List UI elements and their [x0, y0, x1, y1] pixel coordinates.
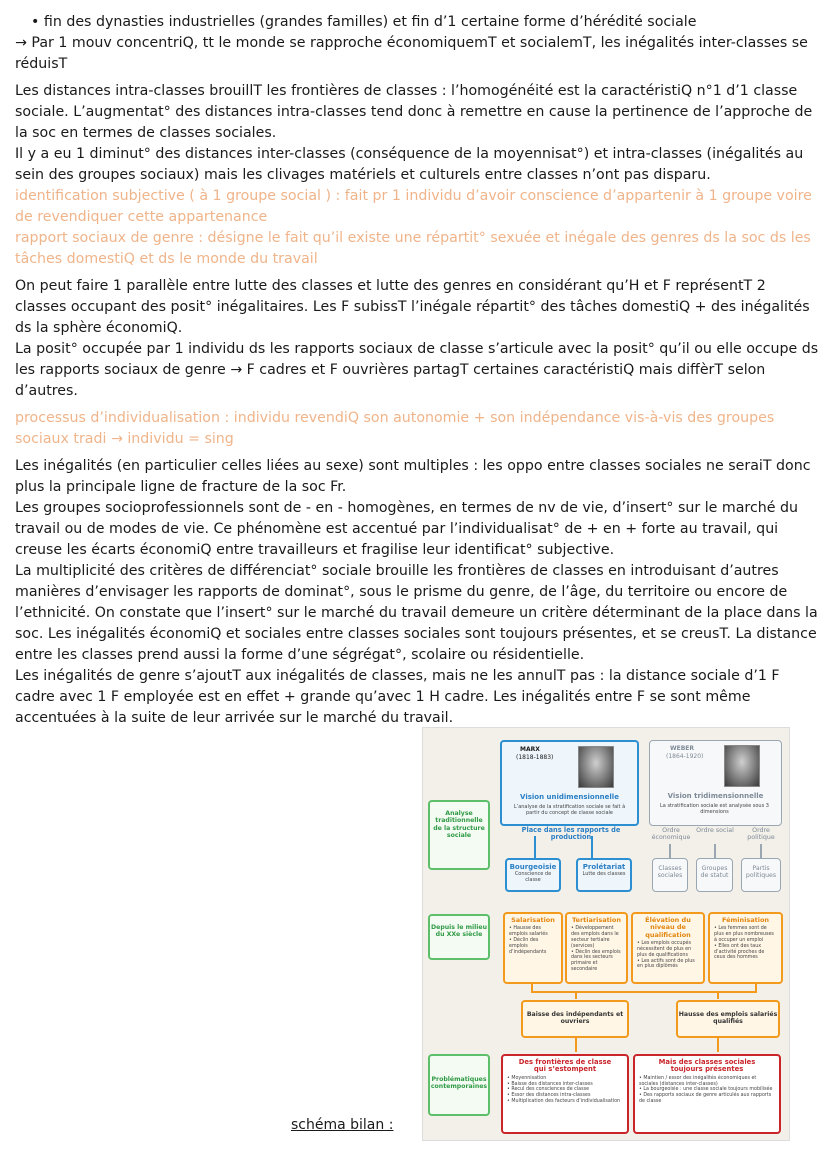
mais-classes-text: • Maintien / essor des inégalités économiques et sociales (distances inter-classes) • La bourgeoisie : une classe sociale toujours mobilisée • Des rapports sociaux de genre articulés aux rapports de classe [639, 1075, 773, 1104]
salarisation-box [503, 912, 563, 984]
bourgeoisie-box [505, 858, 561, 892]
proletariat-sub: Lutte des classes [582, 871, 626, 878]
para-intra-classes: Les distances intra-classes brouillT les frontières de classes : l’homogénéité est la caractéristiQ n°1 d’1 classe sociale. L’augmentat° des distances intra-classes tend donc à remettre en cause la pertinence de l’approche de la soc en termes de classes sociales. [15, 83, 813, 141]
ordre-social: Ordre social [696, 827, 734, 834]
marx-portrait [578, 746, 614, 788]
weber-desc: La stratification sociale est analysée sous 3 dimensions [660, 803, 769, 815]
groupes-statut-box: Groupes de statut [696, 858, 733, 892]
qualification-box [631, 912, 705, 984]
classes-sociales-box: Classes sociales [652, 858, 688, 892]
feminisation-box [708, 912, 783, 984]
weber-portrait [724, 745, 760, 787]
row-label-problematiques: Problématiques contemporaines [428, 1054, 490, 1116]
marx-desc: L’analyse de la stratification sociale se fait à partir du concept de classe sociale [513, 804, 626, 816]
row-label-depuis: Depuis le milieu du XXe siècle [428, 914, 490, 960]
hausse-box: Hausse des emplois salariés qualifiés [676, 1000, 780, 1038]
marx-place: Place dans les rapports de production [521, 826, 621, 842]
weber-name: WEBER [670, 745, 695, 752]
tertiarisation-box [565, 912, 628, 984]
definition-individualisation: processus d’individualisation : individu revendiQ son autonomie + son indépendance vis-à-vis des groupes sociaux tradi → individu = sing [15, 410, 775, 447]
tertiarisation-title: Tertiarisation [571, 916, 622, 924]
qualification-text: • Les emplois occupés nécessitent de plus en plus de qualifications • Les actifs sont de plus en plus diplômés [637, 941, 695, 970]
ordre-politique: Ordre politique [747, 827, 775, 841]
para-concentric: → Par 1 mouv concentriQ, tt le monde se rapproche économiquemT et socialemT, les inégalités inter-classes se réduisT [15, 35, 808, 72]
para-inegalites-multiples: Les inégalités (en particulier celles liées au sexe) sont multiples : les oppo entre classes sociales ne seraiT donc plus la principale ligne de fracture de la soc Fr. [15, 458, 811, 495]
definition-genre: rapport sociaux de genre : désigne le fait qu’il existe une répartit° sexuée et inégale des genres ds la soc ds les tâches domestiQ et ds le monde du travail [15, 230, 811, 267]
notes-body [15, 12, 820, 729]
qualification-title: Élévation du niveau de qualification [645, 916, 691, 939]
definition-identification: identification subjective ( à 1 groupe social ) : fait pr 1 individu d’avoir conscience d’appartenir à 1 groupe voire de revendiquer cette appartenance [15, 188, 812, 225]
weber-dates: (1864-1920) [666, 753, 704, 760]
frontieres-box [501, 1054, 629, 1134]
row-label-traditionnelle: Analyse traditionnelle de la structure sociale [428, 800, 490, 870]
para-multiplicite: La multiplicité des critères de différenciat° sociale brouille les frontières de classes en introduisant d’autres manières d’envisager les rapports de dominat°, sous le prisme du genre, de l’âge, du territoire ou encore de l’ethnicité. On constate que l’insert° sur le marché du travail demeure un critère déterminant de la place dans la soc. Les inégalités économiQ et sociales entre classes sociales sont toujours présentes, et se creusT. La distance entre les classes prend aussi la forme d’une ségrégat°, scolaire ou résidentielle. [15, 563, 818, 663]
para-parallele: On peut faire 1 parallèle entre lutte des classes et lutte des genres en considérant qu’H et F représentT 2 classes occupant des posit° inégalitaires. Les F subissT l’inégale répartit° des tâches domestiQ + des inégalités ds la sphère économiQ. [15, 278, 810, 336]
bullet-dynasties: • fin des dynasties industrielles (grandes familles) et fin d’1 certaine forme d’hérédité sociale [31, 14, 697, 30]
schema-bilan [422, 727, 790, 1141]
mais-classes-title: Mais des classes sociales toujours présentes [658, 1058, 756, 1074]
para-position: La posit° occupée par 1 individu ds les rapports sociaux de classe s’articule avec la posit° qu’il ou elle occupe ds les rapports sociaux de genre → F cadres et F ouvrières partagT certaines caractéristiQ mais diffèrT selon d’autres. [15, 341, 819, 399]
para-groupes-socioprof: Les groupes socioprofessionnels sont de - en - homogènes, en termes de nv de vie, d’insert° sur le marché du travail ou de modes de vie. Ce phénomène est accentué par l’individualisat° de + en + forte au travail, qui creuse les écarts économiQ entre travailleurs et fragilise leur identificat° subjective. [15, 500, 798, 558]
para-genre-classes: Les inégalités de genre s’ajoutT aux inégalités de classes, mais ne les annulT pas : la distance sociale d’1 F cadre avec 1 F employée est en effet + grande qu’avec 1 H cadre. Les inégalités entre F se sont même accentuées à la suite de leur arrivée sur le marché du travail. [15, 668, 780, 726]
salarisation-text: • Hausse des emplois salariés • Déclin des emplois d’indépendants [509, 926, 548, 955]
bourgeoisie-sub: Conscience de classe [514, 871, 552, 884]
para-diminution: Il y a eu 1 diminut° des distances inter-classes (conséquence de la moyennisat°) et intra-classes (inégalités au sein des groupes sociaux) mais les clivages matériels et culturels entre classes n’ont pas disparu. [15, 146, 804, 183]
tertiarisation-text: • Développement des emplois dans le secteur tertiaire (services) • Déclin des emplois dans les secteurs primaire et secondaire [571, 926, 621, 972]
ordre-economique: Ordre économique [651, 827, 691, 841]
partis-politiques-box: Partis politiques [741, 858, 781, 892]
proletariat-label: Prolétariat [582, 863, 626, 871]
weber-box [649, 740, 782, 826]
marx-name: MARX [520, 746, 540, 753]
bourgeoisie-label: Bourgeoisie [509, 863, 557, 871]
marx-dates: (1818-1883) [516, 754, 554, 761]
salarisation-title: Salarisation [511, 916, 555, 924]
frontieres-text: • Moyennisation • Baisse des distances inter-classes • Recul des consciences de classe • Essor des distances intra-classes • Multiplication des facteurs d’individualisation [507, 1075, 621, 1104]
proletariat-box [576, 858, 632, 892]
marx-box [500, 740, 639, 826]
marx-title: Vision unidimensionnelle [520, 793, 619, 801]
feminisation-text: • Les femmes sont de plus en plus nombreuses à occuper un emploi • Elles ont des taux d’activité proches de ceux des hommes [714, 926, 774, 961]
mais-classes-box [633, 1054, 781, 1134]
feminisation-title: Féminisation [721, 916, 770, 924]
frontieres-title: Des frontières de classe qui s’estompent [518, 1058, 612, 1074]
schema-caption: schéma bilan : [291, 1117, 394, 1133]
weber-title: Vision tridimensionnelle [667, 792, 764, 800]
baisse-box: Baisse des indépendants et ouvriers [521, 1000, 629, 1038]
